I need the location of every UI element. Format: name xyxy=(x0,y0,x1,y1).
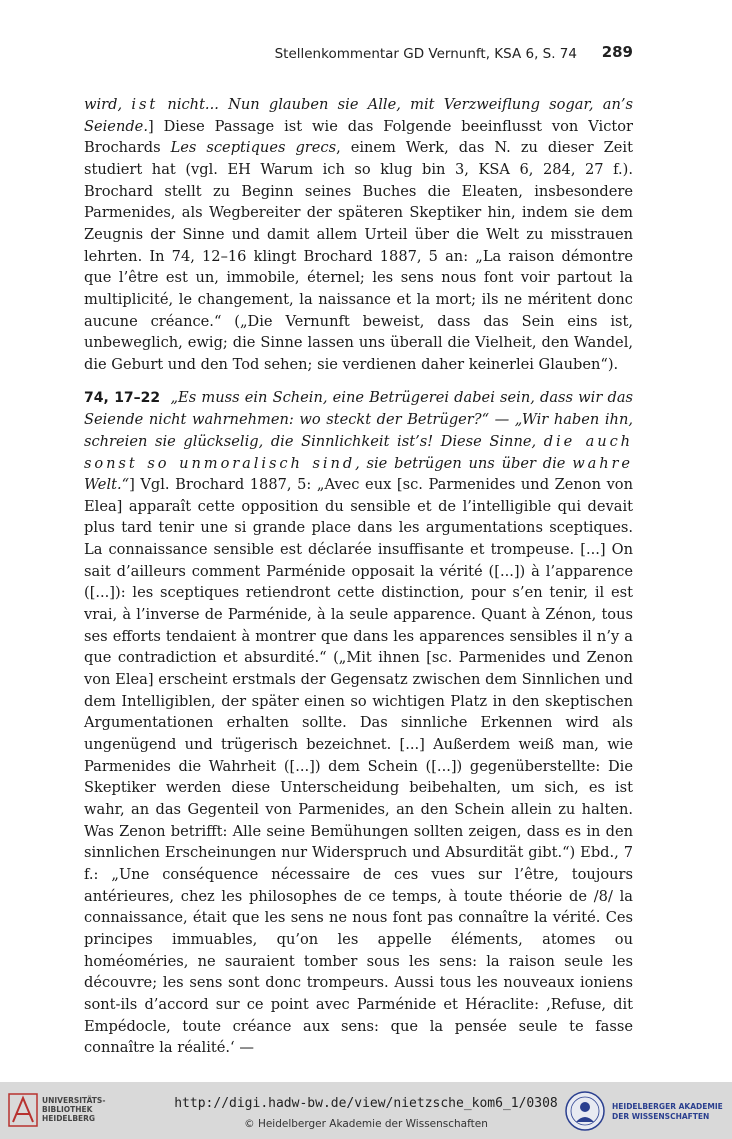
running-title: Stellenkommentar GD Vernunft, KSA 6, S. 74 xyxy=(274,46,577,62)
library-name: UNIVERSITÄTS- BIBLIOTHEK HEIDELBERG xyxy=(42,1096,106,1123)
source-url-link[interactable]: http://digi.hadw-bw.de/view/nietzsche_kom6_1/0308 xyxy=(174,1096,558,1111)
quote-text: Welt.“ xyxy=(84,476,130,494)
commentary-text: ] Vgl. Brochard 1887, 5: „Avec eux [sc. Parmenides und Zenon von Elea] apparaît cette opposition du sensible et de l’intelligible qui devait plus tard tenir une si grande place dans les argumentations sceptiques. La connaissance sensible est déclarée insuffisante et trompeuse. [...] On sait d’ailleurs comment Parménide opposait la vérité ([...]) à l’apparence ([...]): les sceptiques retiendront cette distinction, pour s’en tenir, il est vrai, à l’inverse de Parménide, à la seule apparence. Quant à Zénon, tous ses efforts tendaient à montrer que dans les apparences sensibles il n’y a que contradiction et absurdité.“ („Mit ihnen [sc. Parmenides und Zenon von Elea] erscheint erstmals der Gegensatz zwischen dem Sinnlichen und dem Intelligiblen, der später einen so wichtigen Platz in den skeptischen Argumentationen erhalten sollte. Das sinnliche Erkennen wird als ungenügend und trügerisch bezeichnet. [...] Außerdem weiß man, wie Parmenides die Wahrheit ([...]) dem Schein ([...]) gegenüberstellte: Die Skeptiker werden diese Unterscheidung beibehalten, um sich, es ist wahr, an das Gegenteil von Parmenides, an den Schein allein zu halten. Was Zenon betrifft: Alle seine Bemühungen sollten zeigen, dass es in den sinnlichen Erscheinungen nur Widerspruch und Absurdität gibt.“) Ebd., 7 f.: „Une conséquence nécessaire de ces vues sur l’être, toujours antérieures, chez les philosophes de ce temps, à toute théorie de /8/ la connaissance, était que les sens ne nous font pas connaître la vérité. Ces principes immuables, qu’on les appelle éléments, atomes ou homéoméries, ne sauraient tomber sous les sens: la raison seule les découvre; les sens sont donc trompeurs. Aussi tous les nouveaux ioniens sont-ils d’accord sur ce point avec Parménide et Héraclite: ‚Refuse, dit Empédocle, toute créance aux sens: que la pensée seule te fasse connaître la réalité.‘ — xyxy=(84,476,633,1057)
quote-text: „Es muss ein Schein, eine Betrügerei dabei sein, dass wir das Seiende nicht wahrnehmen: wo steckt der Betrüger?“ — „Wir haben ihn, schreien sie glückselig, die Sinnlichkeit ist’s! Diese Sinne, xyxy=(84,388,634,450)
page-number: 289 xyxy=(601,43,633,61)
commentary-paragraph-1 xyxy=(84,94,633,376)
copyright-notice: © Heidelberger Akademie der Wissenschaften xyxy=(244,1118,488,1130)
quote-text-spaced: die auch sonst so unmoralisch sind xyxy=(84,432,633,472)
academy-seal-icon xyxy=(564,1090,606,1132)
book-title: Les sceptiques grecs xyxy=(170,139,337,157)
quote-text: nicht... Nun glauben sie Alle, mit Verzweiflung sogar, an’s Seiende. xyxy=(84,96,633,135)
quote-text-spaced: ist xyxy=(131,96,159,113)
page-header xyxy=(84,42,633,66)
quote-text: , sie betrügen uns über die xyxy=(355,454,573,472)
lemma-reference: 74, 17–22 xyxy=(84,389,161,406)
commentary-body xyxy=(84,94,633,1070)
quote-text: wird, xyxy=(84,96,132,113)
commentary-text: , einem Werk, das N. zu dieser Zeit studiert hat (vgl. EH Warum ich so klug bin 3, KSA 6, 284, 27 f.). Brochard stellt zu Beginn seines Buches die Eleaten, insbesondere Parmenides, als Wegbereiter der späteren Skeptiker hin, indem sie dem Zeugnis der Sinne und damit allem Urteil über die Welt zu misstrauen lehrten. In 74, 12–16 klingt Brochard 1887, 5 an: „La raison démontre que l’être est un, immobile, éternel; les sens nous font voir partout la multiplicité, le changement, la naissance et la mort; ils ne méritent donc aucune créance.“ („Die Vernunft beweist, dass das Sein eins ist, unbeweglich, ewig; die Sinne lassen uns überall die Vielheit, den Wandel, die Geburt und den Tod sehen; sie verdienen daher keinerlei Glauben“). xyxy=(84,139,633,373)
quote-text-spaced: wahre xyxy=(572,454,633,472)
commentary-text: ] Diese Passage ist wie das Folgende beeinflusst von Victor Brochards xyxy=(84,117,633,157)
commentary-paragraph-2 xyxy=(84,387,633,1059)
academy-name: HEIDELBERGER AKADEMIE DER WISSENSCHAFTEN xyxy=(612,1102,723,1121)
digitization-footer xyxy=(0,1082,732,1139)
